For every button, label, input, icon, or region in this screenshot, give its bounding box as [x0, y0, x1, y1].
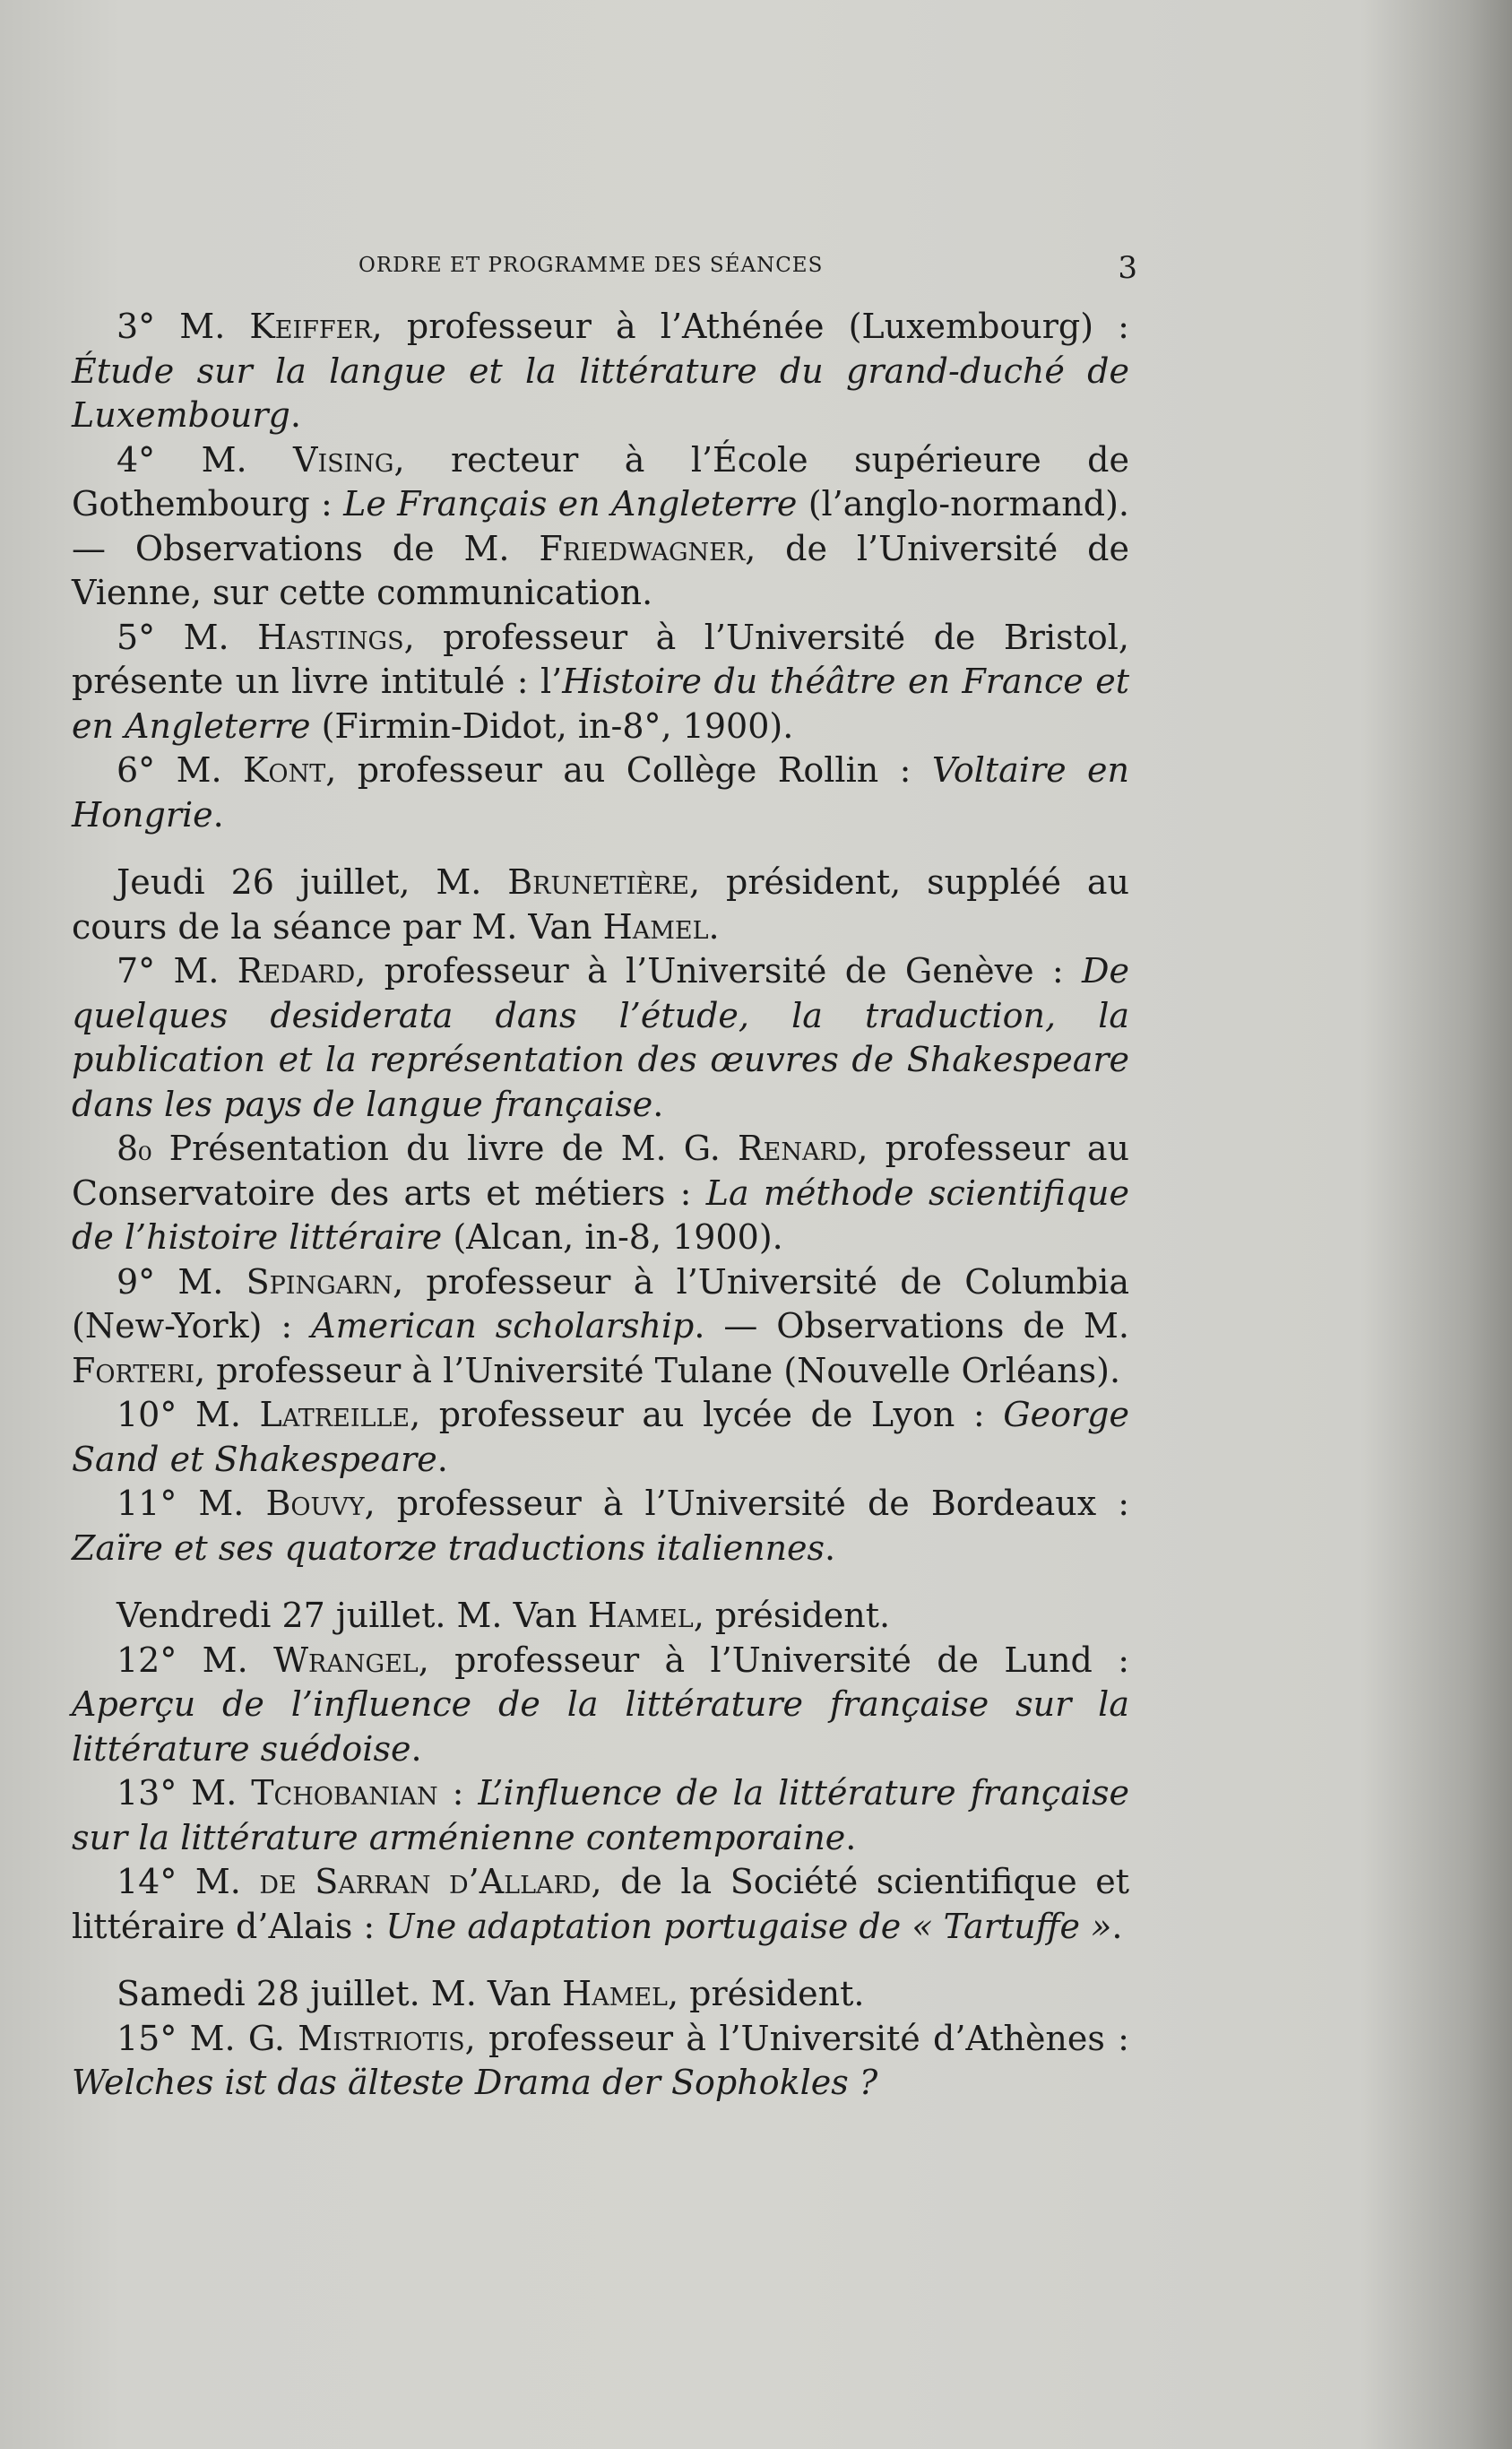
entry-6: 6° M. Kont, professeur au Collège Rollin : Voltaire en Hongrie. — [72, 750, 1129, 835]
entry-4: 4° M. Vising, recteur à l’École supérieure de Gothembourg : Le Français en Angleterre (l’anglo-normand). — Observations de M. Friedwagner, de l’Université de Vienne, sur cette communication. — [72, 439, 1129, 612]
entry-7: 7° M. Redard, professeur à l’Université de Genève : De quelques desiderata dans l’étude, la traduction, la publication et la représentation des œuvres de Shakespeare dans les pays de langue française. — [72, 951, 1129, 1124]
running-header — [359, 250, 1138, 286]
entry-3: 3° M. Keiffer, professeur à l’Athénée (Luxembourg) : Étude sur la langue et la littérature du grand-duché de Luxembourg. — [72, 307, 1129, 435]
entry-13: 13° M. Tchobanian : L’influence de la littérature française sur la littérature arménienne contemporaine. — [72, 1773, 1130, 1857]
entry-15: 15° M. G. Mistriotis, professeur à l’Université d’Athènes : Welches ist das älteste Drama der Sophokles ? — [72, 2018, 1129, 2102]
session-friday: Vendredi 27 juillet. M. Van Hamel, président. — [117, 1596, 891, 1635]
entry-12: 12° M. Wrangel, professeur à l’Université de Lund : Aperçu de l’influence de la littérature française sur la littérature suédoise. — [72, 1640, 1129, 1769]
entry-8: 8₀ Présentation du livre de M. G. Renard, professeur au Conservatoire des arts et métiers : La méthode scientifique de l’histoire littéraire (Alcan, in-8, 1900). — [72, 1129, 1129, 1257]
session-thursday: Jeudi 26 juillet, M. Brunetière, président, suppléé au cours de la séance par M. Van Hamel. — [72, 862, 1129, 947]
entry-9: 9° M. Spingarn, professeur à l’Université de Columbia (New-York) : American scholarship. — Observations de M. Forteri, professeur à l’Université Tulane (Nouvelle Orléans). — [72, 1261, 1129, 1390]
entry-10: 10° M. Latreille, professeur au lycée de Lyon : George Sand et Shakespeare. — [72, 1395, 1129, 1479]
entry-5: 5° M. Hastings, professeur à l’Université de Bristol, présente un livre intitulé : l’Histoire du théâtre en France et en Angleterre (Firmin-Didot, in-8°, 1900). — [72, 617, 1129, 746]
running-title: ORDRE ET PROGRAMME DES SÉANCES — [359, 254, 824, 277]
session-saturday: Samedi 28 juillet. M. Van Hamel, président. — [117, 1974, 865, 2013]
entry-14: 14° M. de Sarran d’Allard, de la Société scientifique et littéraire d’Alais : Une adaptation portugaise de « Tartuffe ». — [72, 1862, 1130, 1946]
page-number: 3 — [1118, 250, 1138, 286]
body-text — [72, 305, 1129, 2106]
entry-11: 11° M. Bouvy, professeur à l’Université de Bordeaux : Zaïre et ses quatorze traductions italiennes. — [72, 1484, 1130, 1568]
